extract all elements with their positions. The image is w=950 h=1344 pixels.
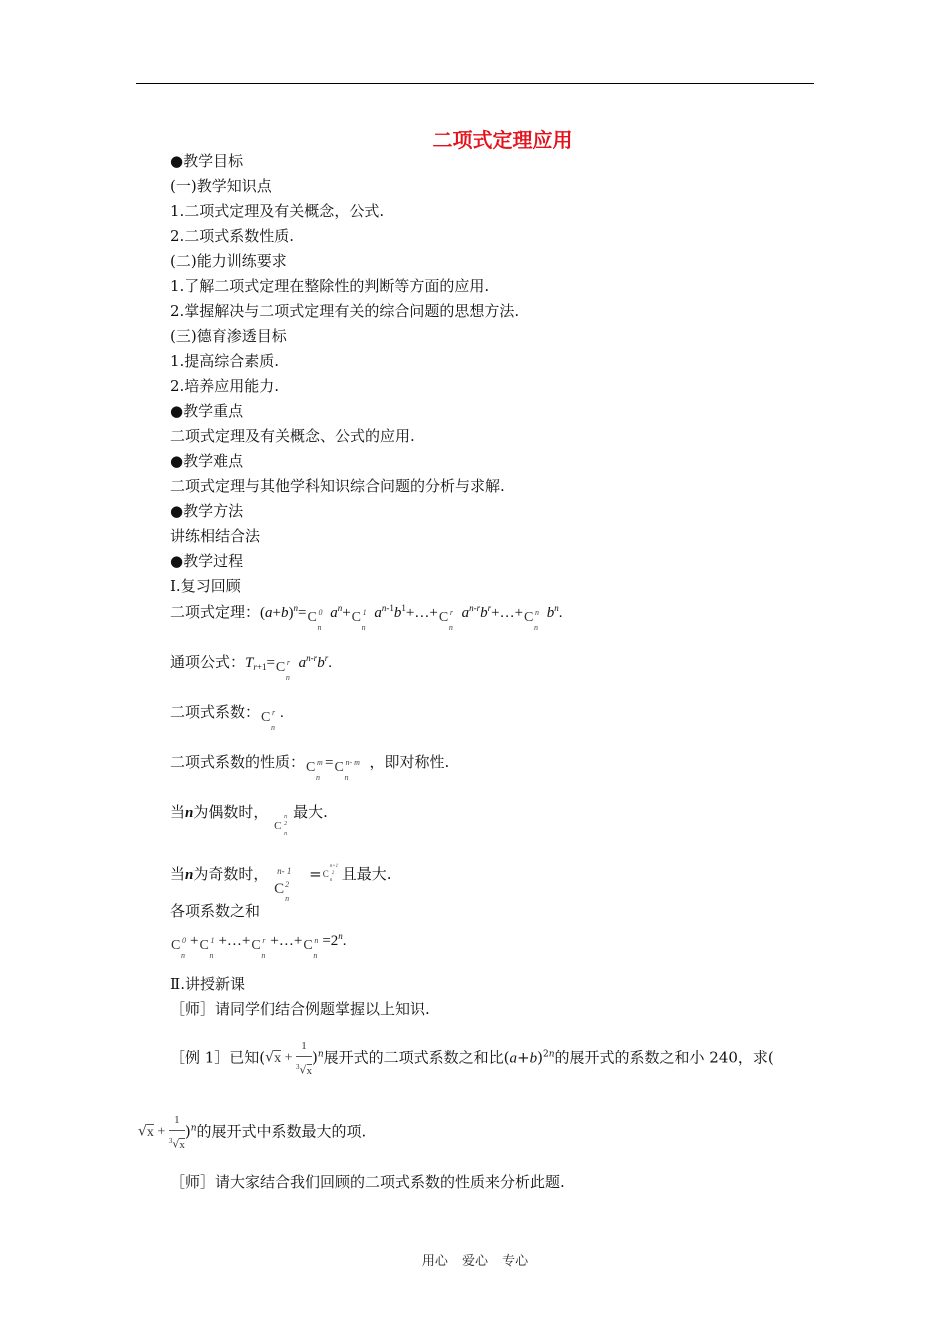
method-text: 讲练相结合法 — [170, 527, 261, 545]
even-prefix: 当 — [170, 803, 186, 821]
even-formula: C n 2 n — [274, 814, 288, 837]
ex1-close2: ) — [537, 1048, 543, 1067]
ex1-mid: 展开式的二项式系数之和比( — [323, 1048, 510, 1067]
review-heading: Ⅰ.复习回顾 — [170, 577, 241, 595]
ability-heading: (二)能力训练要求 — [170, 252, 287, 270]
footer-item-2: 爱心 — [461, 1254, 488, 1269]
ex1-plus: + — [517, 1048, 530, 1067]
general-formula: $T_{r+1}=$ C r n $a^{n-r}b^r$. — [245, 653, 332, 682]
teacher-note-1: ［师］请同学们结合例题掌握以上知识. — [170, 1000, 430, 1018]
theorem-label: 二项式定理： — [170, 603, 261, 621]
header-rule — [136, 83, 814, 84]
odd-n: n — [185, 867, 194, 883]
ability-1: 1.了解二项式定理在整除性的判断等方面的应用. — [170, 277, 490, 295]
ex1-b: b — [529, 1050, 538, 1067]
odd-prefix: 当 — [170, 865, 186, 883]
coef-label: 二项式系数： — [170, 703, 261, 721]
sum-expression: C 0 n + C 1 n +…+ C r n +…+ C n n $=2^n$. — [171, 931, 347, 960]
ex1-tail: 的展开式的系数之和小 240，求( — [554, 1048, 774, 1067]
general-label: 通项公式： — [170, 653, 246, 671]
difficulty-heading: ●教学难点 — [170, 452, 244, 470]
prop-label: 二项式系数的性质： — [170, 753, 306, 771]
key-text: 二项式定理及有关概念、公式的应用. — [170, 427, 415, 445]
new-lesson-heading: Ⅱ.讲授新课 — [170, 975, 245, 993]
even-case — [170, 802, 328, 837]
sum-formula — [170, 930, 347, 960]
ex1-expression: √x + $\frac{1}{^3√x}$ — [265, 1036, 312, 1081]
odd-case: 当n为奇数时， C n- 1 2 n = C n+1 2 n 且最大. — [170, 859, 392, 893]
theorem-formula: $(a+b)^n=$ C 0 n $a^n+$ C 1 n $a^{n-1}b^1+\dots+$ C r n $a^{n-r}b^r+\dots+$ C n n $b^n$. — [260, 603, 563, 632]
key-heading: ●教学重点 — [170, 402, 244, 420]
example-1-continued: √x + $\frac{1}{^3√x}$ )$^n$的展开式中系数最大的项. — [138, 1110, 366, 1155]
binomial-coefficient — [170, 702, 284, 732]
binomial-theorem — [170, 602, 563, 632]
ex1-question: 的展开式中系数最大的项. — [196, 1122, 367, 1141]
ex1-expression-2: √x + $\frac{1}{^3√x}$ — [138, 1110, 185, 1155]
section-goal: ●教学目标 — [170, 152, 244, 170]
footer-item-1: 用心 — [421, 1254, 448, 1269]
difficulty-text: 二项式定理与其他学科知识综合问题的分析与求解. — [170, 477, 505, 495]
coef-formula: C r n . — [261, 705, 284, 732]
example-1: ［例 1］已知(√x + $\frac{1}{^3√x}$ )$^n$展开式的二项式系数之和比$(a+b)^{2n}$的展开式的系数之和小 240，求( — [170, 1036, 774, 1081]
knowledge-2: 2.二项式系数性质. — [170, 227, 295, 245]
moral-2: 2.培养应用能力. — [170, 377, 280, 395]
page-title: 二项式定理应用 — [432, 128, 573, 152]
even-suffix: 最大. — [293, 803, 328, 821]
page-footer — [0, 1250, 950, 1269]
odd-suffix: 且最大. — [341, 865, 392, 883]
sum-result: =2 — [322, 933, 339, 949]
ex1-a: a — [509, 1050, 518, 1067]
process-heading: ●教学过程 — [170, 552, 244, 570]
knowledge-heading: (一)教学知识点 — [170, 177, 272, 195]
teacher-note-2: ［师］请大家结合我们回顾的二项式系数的性质来分析此题. — [170, 1173, 565, 1191]
ex1-close: ) — [312, 1048, 318, 1067]
knowledge-1: 1.二项式定理及有关概念，公式. — [170, 202, 385, 220]
even-n: n — [185, 805, 194, 821]
odd-mid: 为奇数时， — [193, 865, 269, 883]
odd-formula-2: C n+1 2 n — [322, 864, 339, 883]
footer-item-3: 专心 — [502, 1254, 529, 1269]
moral-1: 1.提高综合素质. — [170, 352, 280, 370]
prop-formula: C m n = C n- m n — [306, 755, 360, 782]
sum-heading: 各项系数之和 — [170, 902, 261, 920]
general-term — [170, 652, 332, 682]
ex1-close3: ) — [184, 1122, 191, 1141]
method-heading: ●教学方法 — [170, 502, 244, 520]
ex1-prefix: ［例 1］已知( — [170, 1048, 266, 1067]
coefficient-property — [170, 752, 450, 782]
prop-suffix: ，即对称性. — [369, 753, 450, 771]
even-mid: 为偶数时， — [193, 803, 269, 821]
odd-formula-1: C n- 1 2 n — [274, 866, 292, 903]
ability-2: 2.掌握解决与二项式定理有关的综合问题的思想方法. — [170, 302, 520, 320]
moral-heading: (三)德育渗透目标 — [170, 327, 287, 345]
